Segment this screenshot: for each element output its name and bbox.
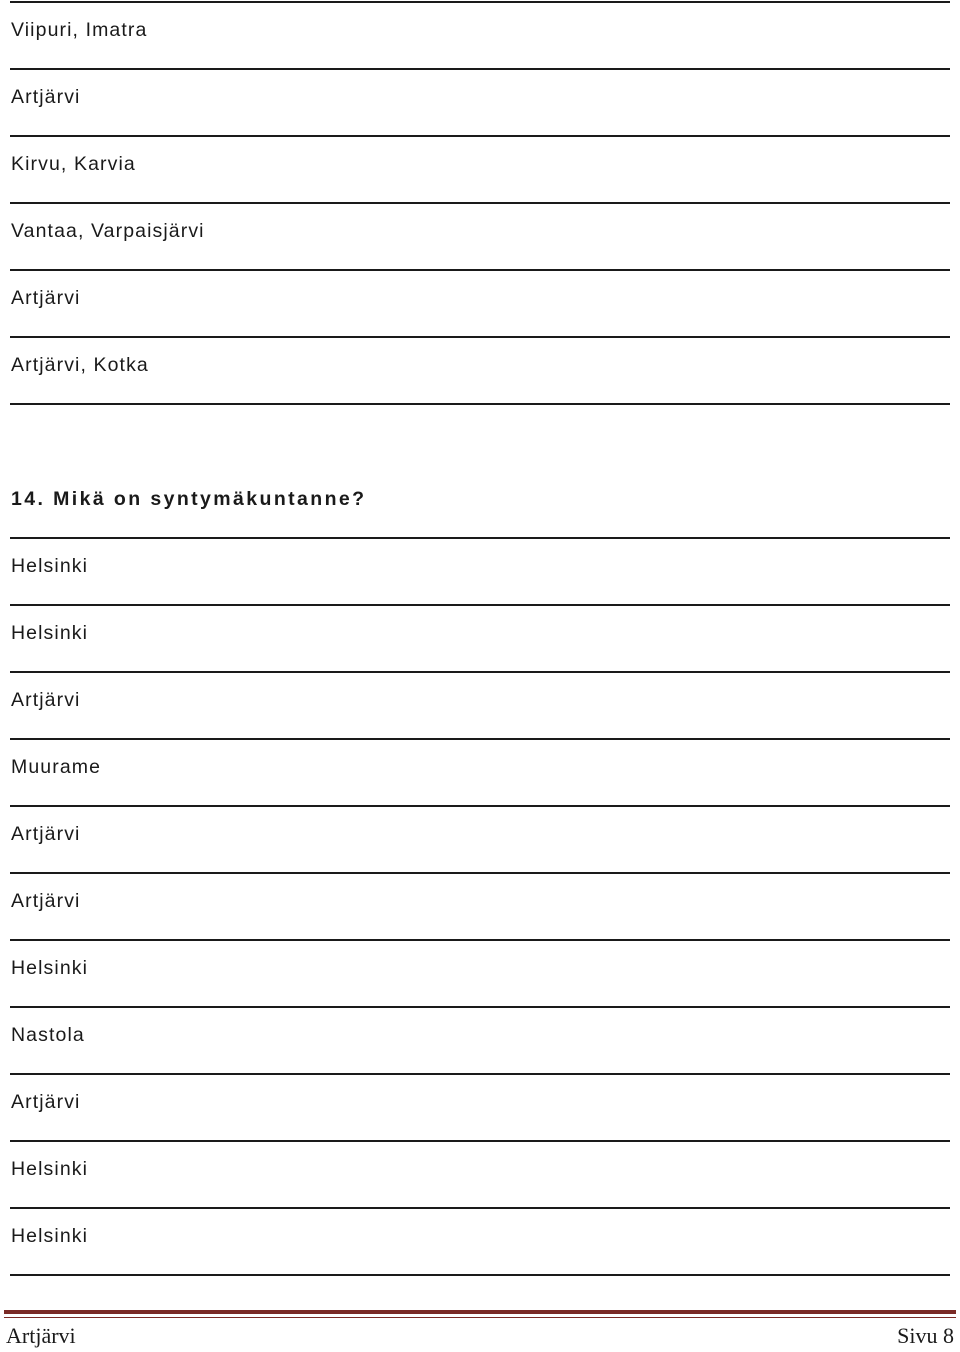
answer-text: Vantaa, Varpaisjärvi [11,220,205,242]
answer-text: Nastola [11,1024,85,1046]
answer-divider [10,403,950,405]
answer-text: Helsinki [11,1158,89,1180]
answer-divider [10,1140,950,1142]
answer-divider [10,68,950,70]
answer-divider [10,1,950,3]
answer-text: Artjärvi [11,1091,81,1113]
answer-text: Helsinki [11,1225,89,1247]
answer-divider [10,939,950,941]
footer-divider [4,1310,956,1314]
answer-text: Artjärvi [11,890,81,912]
answer-divider [10,537,950,539]
answer-text: Artjärvi [11,823,81,845]
answer-divider [10,1207,950,1209]
answer-text: Helsinki [11,555,89,577]
answer-divider [10,202,950,204]
footer-municipality: Artjärvi [6,1323,76,1348]
answer-divider [10,671,950,673]
answer-divider [10,604,950,606]
answer-divider [10,1274,950,1276]
page-number: Sivu 8 [897,1323,954,1348]
answer-text: Artjärvi [11,86,81,108]
footer-divider-thin [4,1317,956,1318]
answer-text: Artjärvi, Kotka [11,354,149,376]
answer-divider [10,336,950,338]
answer-divider [10,269,950,271]
answer-divider [10,805,950,807]
answer-text: Muurame [11,756,102,778]
answer-divider [10,738,950,740]
answer-divider [10,1073,950,1075]
answer-text: Helsinki [11,957,89,979]
answer-divider [10,872,950,874]
answer-text: Viipuri, Imatra [11,19,148,41]
answer-text: Kirvu, Karvia [11,153,136,175]
answer-text: Artjärvi [11,689,81,711]
answer-text: Helsinki [11,622,89,644]
answer-divider [10,1006,950,1008]
question-heading: 14. Mikä on syntymäkuntanne? [11,488,367,510]
answer-text: Artjärvi [11,287,81,309]
answer-divider [10,135,950,137]
